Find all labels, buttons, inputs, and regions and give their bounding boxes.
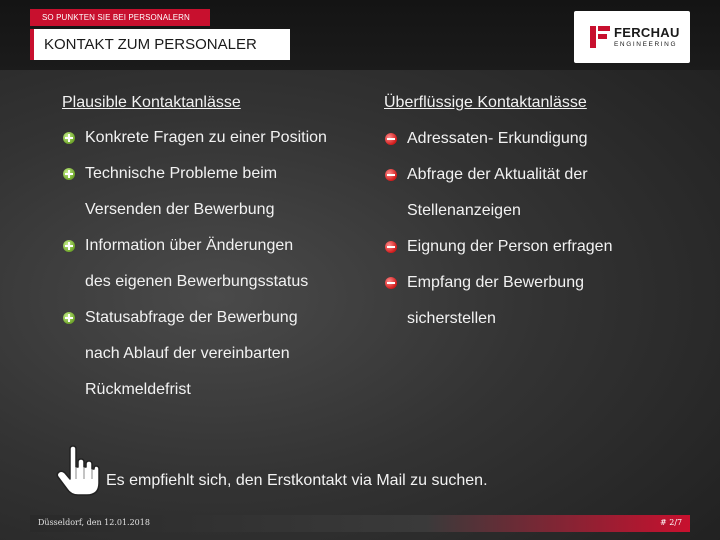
superfluous-item-continuation: sicherstellen xyxy=(407,310,496,327)
minus-bullet-icon xyxy=(385,241,397,253)
superfluous-item: Abfrage der Aktualität der xyxy=(407,166,588,183)
ferchau-logo-mark-icon xyxy=(590,26,610,48)
pointing-hand-icon xyxy=(56,445,100,499)
superfluous-heading: Überflüssige Kontaktanlässe xyxy=(384,94,587,111)
company-logo xyxy=(574,11,690,63)
plausible-heading: Plausible Kontaktanlässe xyxy=(62,94,241,111)
plausible-item: Information über Änderungen xyxy=(85,237,294,254)
plausible-item-continuation: Rückmeldefrist xyxy=(85,381,191,398)
superfluous-item: Empfang der Bewerbung xyxy=(407,274,584,291)
plus-bullet-icon xyxy=(63,168,75,180)
plausible-item: Konkrete Fragen zu einer Position xyxy=(85,129,327,146)
superfluous-item: Adressaten- Erkundigung xyxy=(407,130,588,147)
superfluous-item: Eignung der Person erfragen xyxy=(407,238,613,255)
plausible-item-continuation: nach Ablauf der vereinbarten xyxy=(85,345,290,362)
plus-bullet-icon xyxy=(63,240,75,252)
plausible-item: Statusabfrage der Bewerbung xyxy=(85,309,298,326)
minus-bullet-icon xyxy=(385,277,397,289)
footer-date: Düsseldorf, den 12.01.2018 xyxy=(38,518,150,527)
plausible-item-continuation: des eigenen Bewerbungsstatus xyxy=(85,273,309,290)
page-title: KONTAKT ZUM PERSONALER xyxy=(30,29,290,60)
minus-bullet-icon xyxy=(385,133,397,145)
plausible-item: Technische Probleme beim xyxy=(85,165,278,182)
minus-bullet-icon xyxy=(385,169,397,181)
logo-wordmark: FERCHAU xyxy=(614,25,680,40)
plus-bullet-icon xyxy=(63,312,75,324)
recommendation-text: Es empfiehlt sich, den Erstkontakt via Mail zu suchen. xyxy=(106,472,488,489)
section-kicker: SO PUNKTEN SIE BEI PERSONALERN xyxy=(30,9,210,26)
plausible-item-continuation: Versenden der Bewerbung xyxy=(85,201,275,218)
superfluous-item-continuation: Stellenanzeigen xyxy=(407,202,521,219)
page-number: # 2/7 xyxy=(660,518,683,527)
plus-bullet-icon xyxy=(63,132,75,144)
logo-subline: ENGINEERING xyxy=(614,41,678,48)
